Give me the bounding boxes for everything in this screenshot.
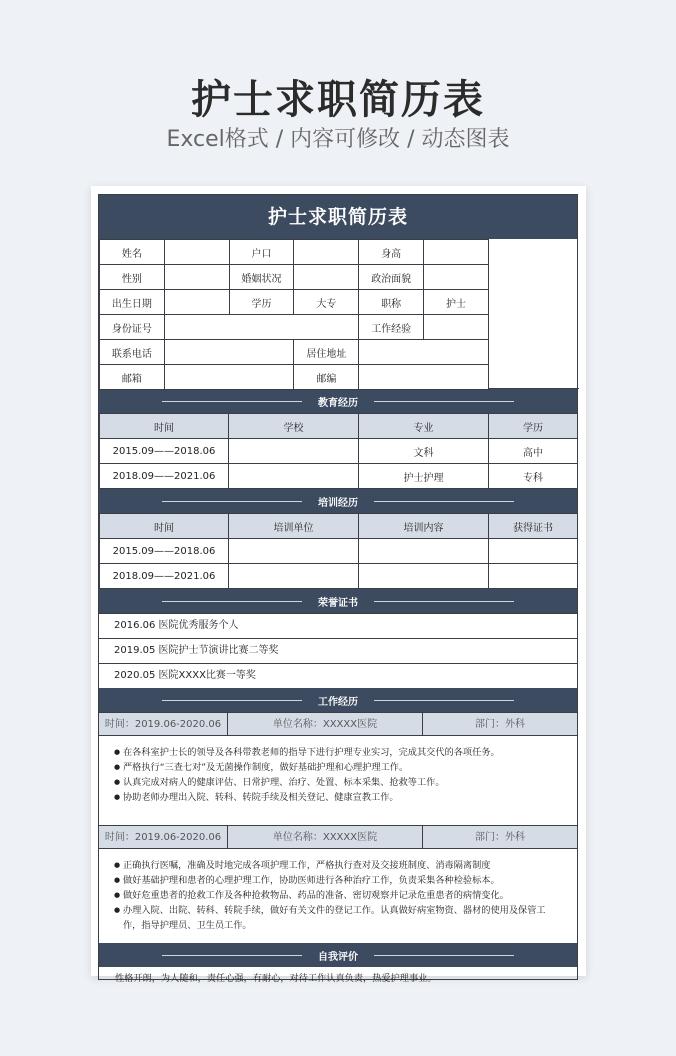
training-content[interactable] bbox=[359, 539, 489, 564]
duty-item: ● 协助老师办理出入院、转科、转院手续及相关登记、健康宣教工作。 bbox=[115, 790, 563, 805]
training-cert[interactable] bbox=[489, 539, 578, 564]
height-value[interactable] bbox=[424, 240, 489, 265]
education-time[interactable]: 2018.09——2021.06 bbox=[100, 464, 229, 489]
education-time[interactable]: 2015.09——2018.06 bbox=[100, 439, 229, 464]
phone-value[interactable] bbox=[164, 340, 294, 365]
work-time[interactable]: 时间：2019.06-2020.06 bbox=[99, 713, 228, 735]
duty-item: ● 认真完成对病人的健康评估、日常护理、治疗、处置、标本采集、抢救等工作。 bbox=[115, 775, 563, 790]
education-header-time: 时间 bbox=[100, 414, 229, 439]
education-header-major: 专业 bbox=[359, 414, 489, 439]
training-header-unit: 培训单位 bbox=[229, 514, 359, 539]
duty-item: ● 办理入院、出院、转科、转院手续，做好有关文件的登记工作。认真做好病室物资、器材的使用及保管工作，指导护理员、卫生员工作。 bbox=[115, 903, 563, 933]
self-eval-section-header bbox=[99, 943, 577, 967]
training-section-header bbox=[99, 489, 577, 513]
training-time[interactable]: 2018.09——2021.06 bbox=[100, 564, 229, 589]
hukou-label: 户口 bbox=[229, 240, 294, 265]
honor-item[interactable]: 2019.05 医院护士节演讲比赛二等奖 bbox=[99, 638, 577, 663]
table-row bbox=[100, 439, 578, 464]
work-section-title: 工作经历 bbox=[318, 696, 358, 708]
duty-item: ● 在各科室护士长的领导及各科带教老师的指导下进行护理专业实习，完成其交代的各项任务。 bbox=[115, 745, 563, 760]
resume-sheet bbox=[91, 186, 586, 984]
name-label: 姓名 bbox=[100, 240, 165, 265]
divider bbox=[162, 955, 302, 956]
education-major[interactable]: 护士护理 bbox=[359, 464, 489, 489]
training-header-cert: 获得证书 bbox=[489, 514, 578, 539]
education-table bbox=[99, 413, 578, 489]
work-unit[interactable]: 单位名称：XXXXX医院 bbox=[228, 826, 423, 848]
marital-label: 婚姻状况 bbox=[229, 265, 294, 290]
resume-title: 护士求职简历表 bbox=[99, 195, 577, 239]
education-section-title: 教育经历 bbox=[318, 397, 358, 409]
postcode-value[interactable] bbox=[359, 365, 489, 390]
training-table bbox=[99, 513, 578, 589]
work-dept[interactable]: 部门：外科 bbox=[475, 832, 525, 843]
divider bbox=[162, 601, 302, 602]
honors-section-title: 荣誉证书 bbox=[318, 597, 358, 609]
duty-item: ● 正确执行医嘱，准确及时地完成各项护理工作，严格执行查对及交接班制度、消毒隔离制度 bbox=[115, 858, 563, 873]
duty-item: ● 做好危重患者的抢救工作及各种抢救物品、药品的准备、密切观察并记录危重患者的病情变化。 bbox=[115, 888, 563, 903]
duty-item: ● 做好基础护理和患者的心理护理工作，协助医师进行各种治疗工作，负责采集各种检验标本。 bbox=[115, 873, 563, 888]
postcode-label: 邮编 bbox=[294, 365, 359, 390]
divider bbox=[374, 700, 514, 701]
page-title: 护士求职简历表 bbox=[191, 77, 485, 123]
education-school[interactable] bbox=[229, 464, 359, 489]
political-label: 政治面貌 bbox=[359, 265, 424, 290]
id-label: 身份证号 bbox=[100, 315, 165, 340]
training-unit[interactable] bbox=[229, 539, 359, 564]
edu-value[interactable]: 大专 bbox=[294, 290, 359, 315]
table-row bbox=[100, 464, 578, 489]
education-major[interactable]: 文科 bbox=[359, 439, 489, 464]
training-header-content: 培训内容 bbox=[359, 514, 489, 539]
education-section-header bbox=[99, 389, 577, 413]
page-subtitle: Excel格式 / 内容可修改 / 动态图表 bbox=[166, 127, 510, 152]
education-degree[interactable]: 专科 bbox=[489, 464, 578, 489]
training-section-title: 培训经历 bbox=[318, 497, 358, 509]
work-dept[interactable]: 部门：外科 bbox=[475, 719, 525, 730]
height-label: 身高 bbox=[359, 240, 424, 265]
gender-value[interactable] bbox=[164, 265, 229, 290]
experience-value[interactable] bbox=[424, 315, 489, 340]
honors-section-header bbox=[99, 589, 577, 613]
divider bbox=[162, 501, 302, 502]
education-degree[interactable]: 高中 bbox=[489, 439, 578, 464]
divider bbox=[162, 401, 302, 402]
training-header-time: 时间 bbox=[100, 514, 229, 539]
divider bbox=[162, 700, 302, 701]
work-section-header bbox=[99, 688, 577, 712]
experience-label: 工作经验 bbox=[359, 315, 424, 340]
divider bbox=[374, 501, 514, 502]
phone-label: 联系电话 bbox=[100, 340, 165, 365]
divider bbox=[374, 401, 514, 402]
training-time[interactable]: 2015.09——2018.06 bbox=[100, 539, 229, 564]
email-label: 邮箱 bbox=[100, 365, 165, 390]
education-header-school: 学校 bbox=[229, 414, 359, 439]
divider bbox=[374, 601, 514, 602]
work-duties[interactable] bbox=[99, 736, 577, 809]
marital-value[interactable] bbox=[294, 265, 359, 290]
honor-item[interactable]: 2020.05 医院XXXX比赛一等奖 bbox=[99, 663, 577, 688]
work-entry-header bbox=[99, 825, 577, 849]
table-row bbox=[100, 539, 578, 564]
work-duties[interactable] bbox=[99, 849, 577, 937]
training-content[interactable] bbox=[359, 564, 489, 589]
gender-label: 性别 bbox=[100, 265, 165, 290]
table-row bbox=[100, 564, 578, 589]
address-label: 居住地址 bbox=[294, 340, 359, 365]
education-header-degree: 学历 bbox=[489, 414, 578, 439]
hukou-value[interactable] bbox=[294, 240, 359, 265]
birth-value[interactable] bbox=[164, 290, 229, 315]
birth-label: 出生日期 bbox=[100, 290, 165, 315]
duty-item: ● 严格执行“三查七对”及无菌操作制度，做好基础护理和心理护理工作。 bbox=[115, 760, 563, 775]
honor-item[interactable]: 2016.06 医院优秀服务个人 bbox=[99, 613, 577, 638]
name-value[interactable] bbox=[164, 240, 229, 265]
photo-placeholder[interactable] bbox=[488, 239, 579, 389]
education-school[interactable] bbox=[229, 439, 359, 464]
work-unit[interactable]: 单位名称：XXXXX医院 bbox=[228, 713, 423, 735]
self-eval-section-title: 自我评价 bbox=[318, 951, 358, 963]
training-unit[interactable] bbox=[229, 564, 359, 589]
title-label: 职称 bbox=[359, 290, 424, 315]
edu-label: 学历 bbox=[229, 290, 294, 315]
id-value[interactable] bbox=[164, 315, 358, 340]
work-entry-header bbox=[99, 712, 577, 736]
address-value[interactable] bbox=[359, 340, 489, 365]
email-value[interactable] bbox=[164, 365, 294, 390]
personal-info bbox=[99, 239, 577, 389]
spacer bbox=[99, 809, 577, 825]
resume-form bbox=[98, 194, 578, 984]
political-value[interactable] bbox=[424, 265, 489, 290]
title-value[interactable]: 护士 bbox=[424, 290, 489, 315]
divider bbox=[374, 955, 514, 956]
training-cert[interactable] bbox=[489, 564, 578, 589]
self-eval-text[interactable]: 性格开朗，为人随和，责任心强，有耐心，对待工作认真负责，热爱护理事业。 bbox=[115, 973, 437, 984]
work-time[interactable]: 时间：2019.06-2020.06 bbox=[99, 826, 228, 848]
